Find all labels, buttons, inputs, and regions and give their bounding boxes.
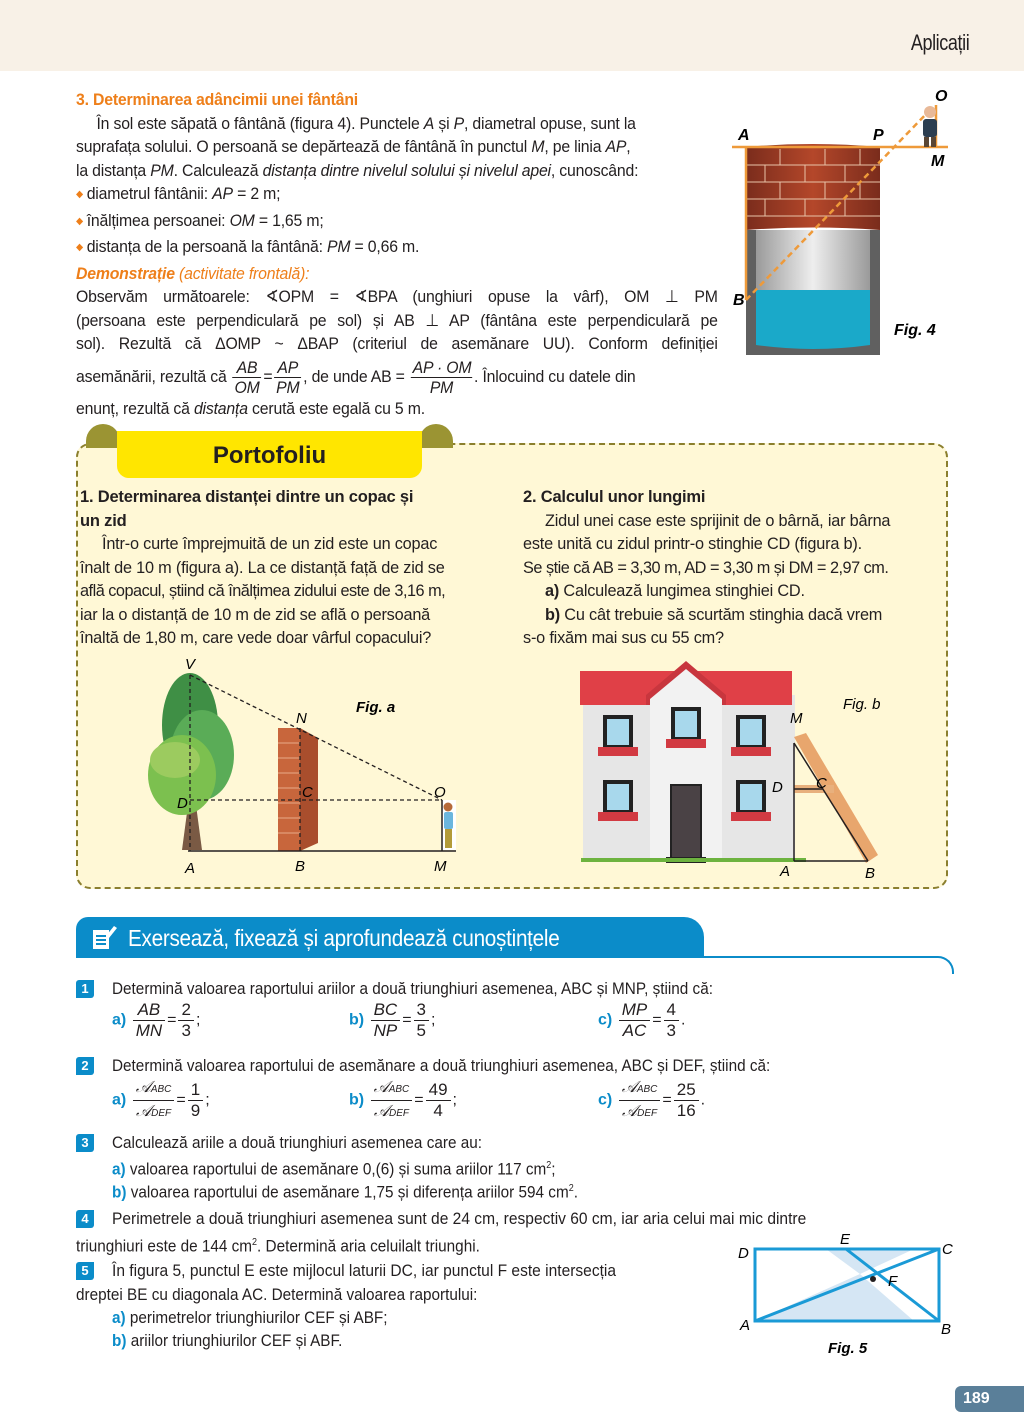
house-icon [580, 661, 806, 863]
exercise-number-badge: 3 [76, 1134, 94, 1152]
section-3-para-2: suprafața solului. O persoană se depărtează de fântână în punctul M, pe linia AP, [76, 137, 631, 156]
exercise-1-text: Determină valoarea raportului ariilor a două triunghiuri asemenea, ABC și MNP, știind că: [112, 979, 713, 998]
task-1-line: află copacul, știind că înălțimea zidului este de 3,16 m, [80, 582, 446, 600]
section-3 [76, 88, 726, 420]
exercise-2-text: Determină valoarea raportului de asemănare a două triunghiuri asemenea, ABC și DEF, știind că: [112, 1056, 771, 1075]
fraction: $\frac{\text{𝒜ABC}}{\text{𝒜DEF}}$ [133, 1077, 175, 1124]
label-f: F [888, 1273, 898, 1290]
exercise-number-badge: 1 [76, 980, 94, 998]
fraction: $\frac{25}{16}$ [674, 1080, 699, 1121]
label-e: E [840, 1231, 851, 1248]
label-c: C [942, 1241, 953, 1258]
label-b: B [941, 1321, 952, 1338]
chapter-title: Aplicații [910, 30, 969, 55]
tree-icon [148, 673, 234, 850]
demo-line: (persoana este perpendiculară pe sol) și AB ⊥ AP (fântâna este perpendiculară pe [76, 310, 718, 330]
bullet-item: ◆ diametrul fântânii: AP = 2 m; [76, 184, 281, 203]
exercise-2-option-c: c) $\frac{\text{𝒜ABC}}{\text{𝒜DEF}}$ = $\frac{25}{16}$ . [598, 1077, 705, 1124]
task-2-line: Se știe că AB = 3,30 m, AD = 3,30 m și DM = 2,97 cm. [523, 558, 889, 577]
exercise-5-part-a: a) perimetrelor triunghiurilor CEF și ABF; [112, 1308, 388, 1327]
fraction: $\frac{AP}{PM}$ [276, 357, 300, 397]
section-3-para: În sol este săpată o fântână (figura 4). Punctele A și P, diametral opuse, sunt la [96, 113, 636, 133]
exercises-title: Exersează, fixează și aprofundează cunoștințele [128, 925, 560, 951]
label-b: B [865, 865, 876, 882]
exercise-number-badge: 2 [76, 1057, 94, 1075]
label-d: D [177, 795, 188, 812]
fraction: $\frac{BC}{NP}$ [371, 1000, 401, 1041]
diamond-bullet-icon: ◆ [76, 215, 83, 227]
label-a: A [185, 860, 196, 877]
label-m: M [790, 710, 803, 727]
fraction: $\frac{\text{𝒜ABC}}{\text{𝒜DEF}}$ [371, 1077, 413, 1124]
portfolio-title: Portofoliu [212, 442, 327, 469]
point-f [870, 1276, 876, 1282]
figure-caption: Fig. b [843, 696, 881, 713]
exercise-2-option-a: a) $\frac{\text{𝒜ABC}}{\text{𝒜DEF}}$ = $\frac{1}{9}$ ; [112, 1077, 210, 1124]
scroll-curl-right [419, 424, 453, 448]
demo-conclusion: enunț, rezultă că distanța cerută este egală cu 5 m. [76, 398, 425, 418]
demonstration-label: Demonstrație (activitate frontală): [76, 263, 310, 283]
task-2-part-b: b) Cu cât trebuie să scurtăm stinghia dacă vrem [545, 605, 883, 624]
diamond-bullet-icon: ◆ [76, 242, 83, 253]
label-o: O [935, 88, 948, 105]
exercises-divider [76, 956, 954, 974]
section-3-para-3: la distanța PM. Calculează distanța dintre nivelul solului și nivelul apei, cunoscând: [76, 160, 639, 180]
scroll-curl-left [86, 424, 120, 448]
label-a: A [780, 863, 791, 880]
task-2-line: este unită cu zidul printr-o stinghie CD (figura b). [523, 535, 862, 553]
diamond-bullet-icon: ◆ [76, 189, 83, 200]
label-c: C [816, 775, 827, 792]
person-icon [442, 800, 456, 850]
fraction: $\frac{AB}{MN}$ [133, 1000, 165, 1041]
task-1-line: Într-o curte împrejmuită de un zid este un copac [102, 535, 438, 553]
figure-caption: Fig. 5 [828, 1340, 868, 1357]
task-2-part-a: a) Calculează lungimea stinghiei CD. [545, 582, 805, 600]
label-a: A [738, 127, 750, 144]
figure-4-well [730, 85, 990, 365]
bullet-item: ◆ înălțimea persoanei: OM = 1,65 m; [76, 210, 324, 230]
figure-b-house [578, 655, 898, 885]
fraction: $\frac{2}{3}$ [178, 1000, 193, 1041]
exercise-number-badge: 5 [76, 1262, 94, 1280]
notepad-icon [90, 924, 118, 952]
task-1-heading: 1. Determinarea distanței dintre un copac și [80, 488, 414, 506]
bullet-item: ◆ distanța de la persoană la fântână: PM = 0,66 m. [76, 237, 420, 256]
exercise-5-line-1: În figura 5, punctul E este mijlocul laturii DC, iar punctul F este intersecția [112, 1261, 617, 1280]
fraction: $\frac{\text{𝒜ABC}}{\text{𝒜DEF}}$ [619, 1077, 661, 1124]
figure-a-tree-wall [130, 655, 470, 885]
exercise-4-line-2: triunghiuri este de 144 $cm^2$. Determină aria celuilalt triunghi. [76, 1236, 480, 1256]
exercise-3-part-b: b) valoarea raportului de asemănare 1,75 și diferența ariilor 594 $cm^2$. [112, 1182, 578, 1202]
task-1-line: iar la o distanță de 10 m de zid se află o persoană [80, 605, 431, 624]
page-header [0, 0, 1024, 71]
exercise-2-option-b: b) $\frac{\text{𝒜ABC}}{\text{𝒜DEF}}$ = $\frac{49}{4}$ ; [349, 1077, 457, 1124]
task-2-part-b-cont: s-o fixăm mai sus cu 55 cm? [523, 629, 724, 647]
label-a: A [740, 1317, 751, 1334]
person-icon [923, 106, 937, 147]
fraction: $\frac{AB}{OM}$ [234, 357, 260, 397]
label-m: M [434, 858, 447, 875]
exercise-1-option-c: c) $\frac{MP}{AC}$ = $\frac{4}{3}$ . [598, 1000, 686, 1040]
portfolio-task-2 [523, 486, 948, 651]
label-d: D [772, 779, 783, 796]
exercise-3-text: Calculează ariile a două triunghiuri asemenea care au: [112, 1133, 482, 1152]
label-d: D [738, 1245, 749, 1262]
beam-icon [794, 733, 878, 863]
fraction: $\frac{AP \cdot OM}{PM}$ [412, 357, 472, 397]
label-b: B [733, 292, 745, 309]
label-c: C [302, 784, 313, 801]
exercise-1-option-a: a) $\frac{AB}{MN}$ = $\frac{2}{3}$ ; [112, 1000, 201, 1040]
label-o: O [434, 784, 446, 801]
label-v: V [185, 656, 196, 673]
label-b: B [295, 858, 306, 875]
exercise-5-line-2: dreptei BE cu diagonala AC. Determină valoarea raportului: [76, 1285, 478, 1304]
section-3-heading: 3. Determinarea adâncimii unei fântâni [76, 90, 359, 109]
task-1-heading-2: un zid [80, 511, 127, 530]
well-inner-wall [756, 230, 870, 290]
fraction: $\frac{49}{4}$ [426, 1080, 451, 1121]
label-m: M [931, 153, 945, 170]
fraction: $\frac{3}{5}$ [414, 1000, 429, 1041]
exercise-1-option-b: b) $\frac{BC}{NP}$ = $\frac{3}{5}$ ; [349, 1000, 436, 1040]
exercise-number-badge: 4 [76, 1210, 94, 1228]
task-2-line: Zidul unei case este sprijinit de o bârnă, iar bârna [545, 511, 891, 530]
label-p: P [873, 127, 884, 144]
exercise-4-line-1: Perimetrele a două triunghiuri asemenea sunt de 24 cm, respectiv 60 cm, iar aria celui mai mic dintre [112, 1209, 807, 1228]
task-1-line: înaltă de 1,80 m, care vede doar vârful copacului? [80, 629, 432, 647]
task-2-heading: 2. Calculul unor lungimi [523, 488, 706, 506]
beam-line [794, 743, 868, 861]
portfolio-task-1 [80, 486, 505, 651]
demo-line: Observăm următoarele: ∢OPM = ∢BPA (unghiuri opuse la vârf), OM ⊥ PM [76, 287, 718, 306]
demo-line: sol). Rezultă că ΔOMP ~ ΔBAP (criteriul de asemănare UU). Conform definiției [76, 334, 718, 353]
fraction: $\frac{1}{9}$ [188, 1080, 203, 1121]
figure-5-rectangle [730, 1228, 960, 1363]
triangle-cef [826, 1249, 914, 1274]
exercise-3-part-a: a) valoarea raportului de asemănare 0,(6) și suma ariilor 117 $cm^2$; [112, 1159, 556, 1179]
figure-caption: Fig. a [356, 699, 396, 716]
fraction: $\frac{4}{3}$ [664, 1000, 679, 1041]
fraction: $\frac{MP}{AC}$ [619, 1000, 651, 1041]
well-water [756, 290, 870, 349]
figure-caption: Fig. 4 [894, 322, 936, 339]
exercise-5-part-b: b) ariilor triunghiurilor CEF și ABF. [112, 1331, 343, 1350]
page-number: 189 [955, 1386, 1024, 1412]
label-n: N [296, 710, 307, 727]
task-1-line: înalt de 10 m (figura a). La ce distanță față de zid se [80, 558, 445, 577]
demo-formula-line: asemănării, rezultă că $\frac{AB}{OM}$ = $\frac{AP}{PM}$ , de unde AB = $\frac{AP \cdot OM}{PM}$ . Înlocuind cu datele din [76, 357, 636, 397]
